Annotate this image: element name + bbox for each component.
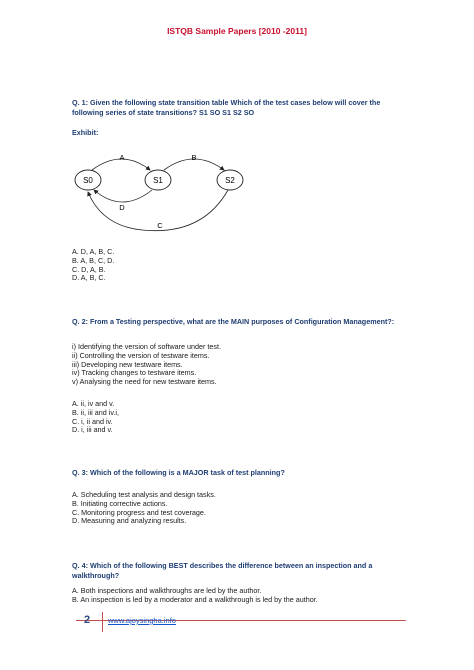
q2-option-d: D. i, iii and v. bbox=[72, 425, 113, 435]
question-2-items bbox=[72, 343, 221, 387]
question-4-options bbox=[72, 587, 318, 605]
question-1-options bbox=[72, 248, 114, 283]
q2-item-ii: ii) Controlling the version of testware items. bbox=[72, 350, 210, 360]
q4-option-a: A. Both inspections and walkthroughs are led by the author. bbox=[72, 586, 262, 595]
page-number: 2 bbox=[84, 614, 91, 626]
state-transition-diagram bbox=[72, 150, 282, 236]
question-2-options bbox=[72, 400, 119, 435]
q3-option-b: B. Initiating corrective actions. bbox=[72, 498, 168, 508]
q2-option-b: B. ii, iii and iv.i, bbox=[72, 407, 119, 417]
q2-item-iii: iii) Developing new testware items. bbox=[72, 359, 183, 369]
q2-item-v: v) Analysing the need for new testware items. bbox=[72, 377, 217, 387]
footer-separator bbox=[102, 612, 103, 632]
q1-option-a: A. D, A, B, C. bbox=[72, 247, 115, 256]
footer-website-link[interactable]: www.ajoysingha.info bbox=[108, 616, 176, 625]
q3-option-c: C. Monitoring progress and test coverage. bbox=[72, 507, 206, 517]
q2-option-c: C. i, ii and iv. bbox=[72, 416, 113, 426]
q1-option-b: B. A, B, C, D. bbox=[72, 255, 115, 265]
page-header-title: ISTQB Sample Papers [2010 -2011] bbox=[167, 26, 307, 36]
q1-option-d: D. A, B, C. bbox=[72, 273, 106, 283]
q2-item-i: i) Identifying the version of software under test. bbox=[72, 342, 222, 351]
transition-b-label: B bbox=[191, 153, 197, 162]
transition-d-arrow bbox=[94, 190, 152, 202]
question-3-text: Q. 3: Which of the following is a MAJOR task of test planning? bbox=[72, 468, 285, 477]
state-s1-label: S1 bbox=[153, 176, 163, 185]
exhibit-label: Exhibit: bbox=[72, 128, 99, 137]
question-2-text: Q. 2: From a Testing perspective, what are the MAIN purposes of Configuration Management?: bbox=[72, 317, 395, 326]
q4-option-b: B. An inspection is led by a moderator and a walkthrough is led by the author. bbox=[72, 594, 318, 604]
q2-option-a: A. ii, iv and v. bbox=[72, 399, 115, 408]
state-s0-label: S0 bbox=[83, 176, 93, 185]
state-s2-label: S2 bbox=[225, 176, 235, 185]
question-4-text: Q. 4: Which of the following BEST describes the difference between an inspection and a walkthrough? bbox=[72, 561, 373, 580]
question-1-text: Q. 1: Given the following state transition table Which of the test cases below will cover the following series of state transitions? S1 SO S1 S2 SO bbox=[72, 98, 381, 117]
transition-d-label: D bbox=[119, 203, 125, 212]
q2-item-iv: iv) Tracking changes to testware items. bbox=[72, 368, 197, 378]
transition-a-label: A bbox=[119, 153, 125, 162]
question-3-options bbox=[72, 491, 216, 526]
transition-c-label: C bbox=[157, 221, 163, 230]
q1-option-c: C. D, A, B. bbox=[72, 264, 106, 274]
q3-option-a: A. Scheduling test analysis and design tasks. bbox=[72, 490, 216, 499]
q3-option-d: D. Measuring and analyzing results. bbox=[72, 516, 187, 526]
